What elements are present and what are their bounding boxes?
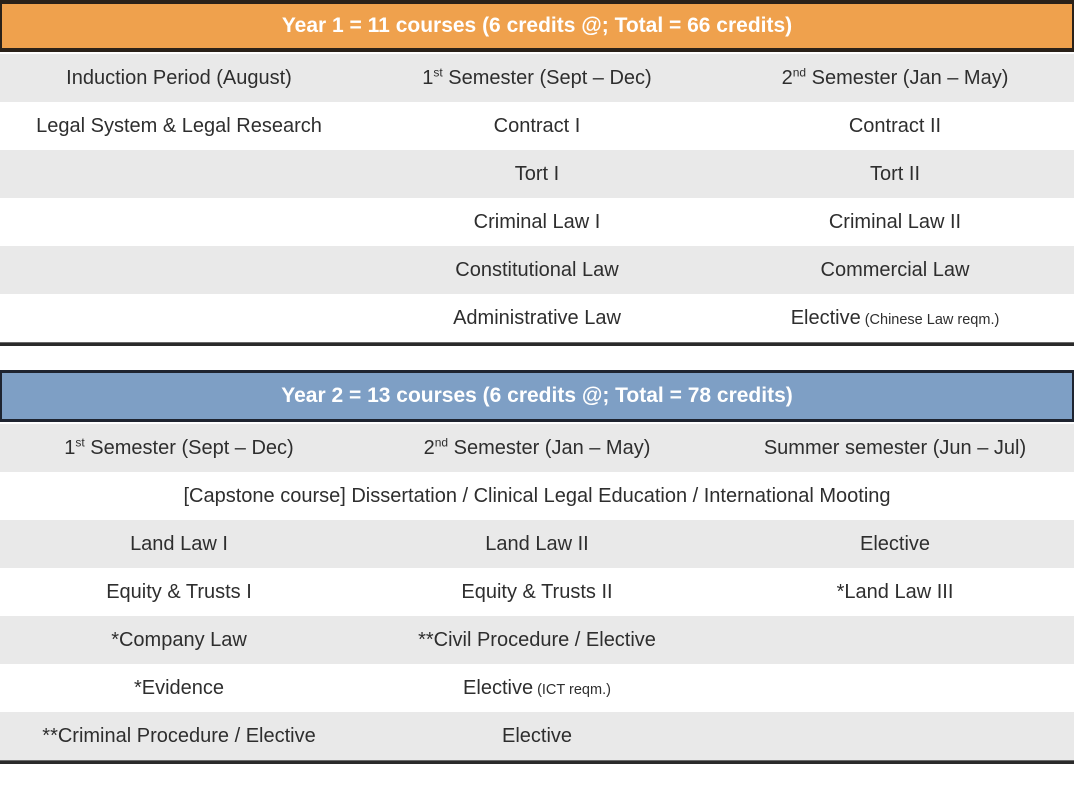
course-cell: **Civil Procedure / Elective bbox=[418, 629, 656, 651]
course-cell: Constitutional Law bbox=[455, 259, 619, 281]
course-cell: Tort I bbox=[514, 163, 560, 185]
course-row bbox=[0, 150, 1074, 198]
semester-header-cell: 1st Semester (Sept – Dec) bbox=[64, 435, 294, 459]
course-cell: *Evidence bbox=[133, 677, 225, 699]
course-row bbox=[0, 102, 1074, 150]
course-cell: Commercial Law bbox=[820, 259, 970, 281]
course-cell: Land Law I bbox=[130, 533, 228, 555]
course-row bbox=[0, 712, 1074, 760]
course-row bbox=[0, 568, 1074, 616]
course-cell: Equity & Trusts I bbox=[106, 581, 252, 603]
course-cell: Equity & Trusts II bbox=[461, 581, 613, 603]
year2-bottom-border bbox=[0, 760, 1074, 764]
course-cell: Contract II bbox=[848, 115, 942, 137]
year1-semester-header-row bbox=[0, 54, 1074, 102]
year2-title: Year 2 = 13 courses (6 credits @; Total = 78 credits) bbox=[281, 384, 793, 407]
course-row bbox=[0, 294, 1074, 342]
course-cell: Elective (Chinese Law reqm.) bbox=[790, 307, 1000, 329]
course-cell: *Company Law bbox=[111, 629, 247, 651]
course-cell: Land Law II bbox=[485, 533, 589, 555]
course-cell: Tort II bbox=[869, 163, 920, 185]
course-cell: Legal System & Legal Research bbox=[36, 115, 322, 137]
year1-table bbox=[0, 0, 1074, 346]
course-row bbox=[0, 616, 1074, 664]
course-cell: **Criminal Procedure / Elective bbox=[42, 725, 316, 747]
year2-header-band bbox=[0, 370, 1074, 422]
year2-semester-header-row bbox=[0, 424, 1074, 472]
course-cell: Elective (ICT reqm.) bbox=[463, 677, 611, 699]
course-row bbox=[0, 246, 1074, 294]
course-cell: Contract I bbox=[493, 115, 581, 137]
capstone-cell: [Capstone course] Dissertation / Clinical Legal Education / International Mooting bbox=[183, 484, 891, 507]
year2-table bbox=[0, 370, 1074, 764]
course-cell: Administrative Law bbox=[453, 307, 621, 329]
semester-header-cell: 2nd Semester (Jan – May) bbox=[423, 435, 651, 459]
course-row bbox=[0, 664, 1074, 712]
course-note: (Chinese Law reqm.) bbox=[864, 312, 1000, 328]
course-cell: Criminal Law II bbox=[828, 211, 962, 233]
course-cell: *Land Law III bbox=[836, 581, 954, 603]
semester-header-cell: Summer semester (Jun – Jul) bbox=[763, 437, 1027, 459]
course-note: (ICT reqm.) bbox=[537, 682, 611, 698]
course-row bbox=[0, 520, 1074, 568]
course-cell: Criminal Law I bbox=[473, 211, 601, 233]
year1-header-band bbox=[0, 0, 1074, 52]
semester-header-cell: 2nd Semester (Jan – May) bbox=[781, 65, 1009, 89]
capstone-row bbox=[0, 472, 1074, 520]
semester-header-cell: 1st Semester (Sept – Dec) bbox=[422, 65, 652, 89]
table-gap bbox=[0, 346, 1080, 370]
course-row bbox=[0, 198, 1074, 246]
course-cell: Elective bbox=[859, 533, 931, 555]
semester-header-cell: Induction Period (August) bbox=[66, 67, 292, 89]
year1-title: Year 1 = 11 courses (6 credits @; Total = 66 credits) bbox=[281, 14, 793, 37]
course-cell: Elective bbox=[501, 725, 573, 747]
